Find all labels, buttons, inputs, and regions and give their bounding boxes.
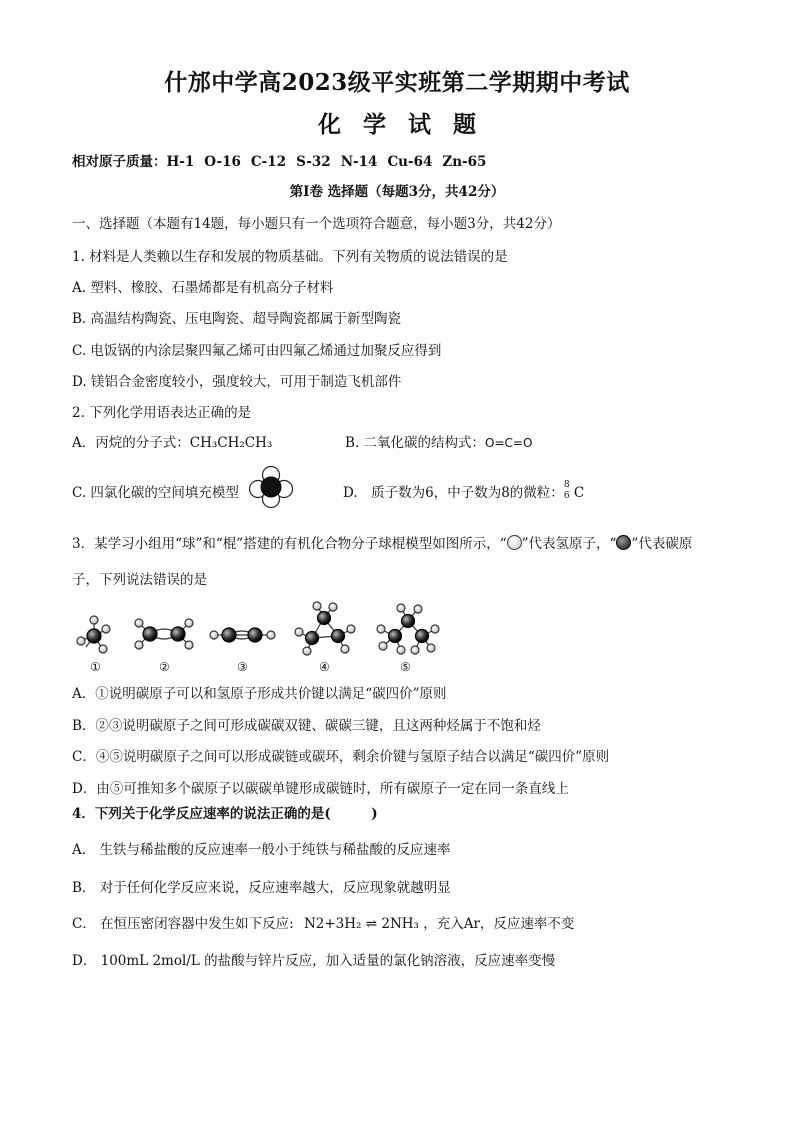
- q3-option-a: A．①说明碳原子可以和氢原子形成共价键以满足“碳四价”原则: [72, 686, 447, 702]
- q2-option-a: [72, 431, 272, 451]
- q2-option-d: [343, 481, 584, 501]
- ball-stick-models: [72, 600, 452, 675]
- q4-option-c-equation: N2+3H₂ ⇌ 2NH₃: [303, 916, 419, 932]
- section-title: 第Ⅰ卷 选择题（每题3分，共42分）: [289, 184, 505, 200]
- q3-stem-line1: [72, 532, 692, 552]
- q4-option-c: [72, 912, 574, 932]
- figure-label: ②: [159, 660, 170, 674]
- atomic-mass-item: C-12: [250, 154, 287, 170]
- atomic-masses: [72, 150, 496, 170]
- q3-stem-part2: ”代表氢原子，“: [521, 536, 617, 552]
- nuclide-symbol: C: [573, 485, 585, 501]
- q4-option-c-post: ，充入Ar，反应速率不变: [423, 916, 575, 932]
- q2-stem: 2. 下列化学用语表达正确的是: [72, 405, 252, 421]
- section-instructions: 一、选择题（本题有14题，每小题只有一个选项符合题意，每小题3分，共42分）: [72, 216, 561, 232]
- q2-option-c: [72, 481, 239, 501]
- q4-option-c-pre: C． 在恒压密闭容器中发生如下反应:: [72, 916, 294, 932]
- figure-label: ③: [237, 660, 248, 674]
- q2-option-a-formula: CH₃CH₂CH₃: [189, 435, 273, 451]
- nuclide-mass-number: 8: [563, 480, 570, 490]
- nuclide-atomic-number: 6: [563, 491, 570, 501]
- q1-option-c: C. 电饭锅的内涂层聚四氟乙烯可由四氟乙烯通过加聚反应得到: [72, 343, 442, 359]
- q3-stem-line2: 子，下列说法错误的是: [72, 572, 207, 588]
- q4-option-d: D． 100mL 2mol/L 的盐酸与锌片反应，加入适量的氯化钠溶液，反应速率变慢: [72, 953, 556, 969]
- q3-stem-part3: ”代表碳原: [631, 536, 693, 552]
- q1-option-a: A. 塑料、橡胶、石墨烯都是有机高分子材料: [72, 280, 334, 296]
- q3-option-d: D．由⑤可推知多个碳原子以碳碳单键形成碳链时，所有碳原子一定在同一条直线上: [72, 781, 569, 797]
- atomic-mass-item: O-16: [204, 154, 241, 170]
- exam-title: 什邡中学高2023级平实班第二学期期中考试: [164, 69, 630, 96]
- q3-stem-part1: 3．某学习小组用“球”和“棍”搭建的有机化合物分子球棍模型如图所示，“: [72, 536, 507, 552]
- ethyne-model: [210, 628, 275, 642]
- q2-option-b-formula: O=C=O: [485, 436, 533, 450]
- q1-stem: 1. 材料是人类赖以生存和发展的物质基础。下列有关物质的说法错误的是: [72, 249, 508, 265]
- q1-option-d: D. 镁铝合金密度较小，强度较大，可用于制造飞机部件: [72, 374, 402, 390]
- hydrogen-ball-icon: [507, 535, 522, 550]
- figure-label: ①: [90, 660, 101, 674]
- exam-subtitle: 化学试题: [318, 111, 498, 138]
- methane-model: [77, 616, 110, 653]
- figure-label: ⑤: [400, 660, 411, 674]
- nuclide-notation: [563, 480, 574, 501]
- q2-option-c-label: C. 四氯化碳的空间填充模型: [72, 485, 239, 501]
- q4-stem: 4．下列关于化学反应速率的说法正确的是( ): [72, 806, 378, 822]
- q1-option-b: B. 高温结构陶瓷、压电陶瓷、超导陶瓷都属于新型陶瓷: [72, 311, 402, 327]
- atomic-mass-item: N-14: [340, 154, 378, 170]
- q2-option-b-label: B. 二氧化碳的结构式：: [345, 435, 486, 451]
- q3-option-b: B．②③说明碳原子之间可形成碳碳双键、碳碳三键，且这两种烃属于不饱和烃: [72, 718, 541, 734]
- ccl4-space-filling-model: [249, 466, 293, 512]
- cyclopropane-model: [295, 602, 355, 655]
- atomic-mass-item: Zn-65: [442, 154, 487, 170]
- propane-model: [377, 604, 439, 654]
- q2-option-b: [345, 431, 532, 451]
- q2-option-a-label: A．丙烷的分子式：: [72, 435, 190, 451]
- q4-option-a: A． 生铁与稀盐酸的反应速率一般小于纯铁与稀盐酸的反应速率: [72, 842, 451, 858]
- q3-option-c: C．④⑤说明碳原子之间可以形成碳链或碳环，剩余价键与氢原子结合以满足“碳四价”原则: [72, 749, 610, 765]
- carbon-ball-icon: [616, 535, 631, 550]
- atomic-mass-item: S-32: [296, 154, 331, 170]
- figure-label: ④: [319, 660, 330, 674]
- atomic-mass-item: H-1: [166, 154, 195, 170]
- ethene-model: [135, 619, 193, 649]
- q2-option-d-label: D. 质子数为6，中子数为8的微粒：: [343, 485, 564, 501]
- q4-option-b: B． 对于任何化学反应来说，反应速率越大，反应现象就越明显: [72, 880, 451, 896]
- atomic-masses-label: 相对原子质量：: [72, 154, 167, 170]
- atomic-mass-item: Cu-64: [387, 154, 433, 170]
- ball-stick-figures: [72, 600, 452, 660]
